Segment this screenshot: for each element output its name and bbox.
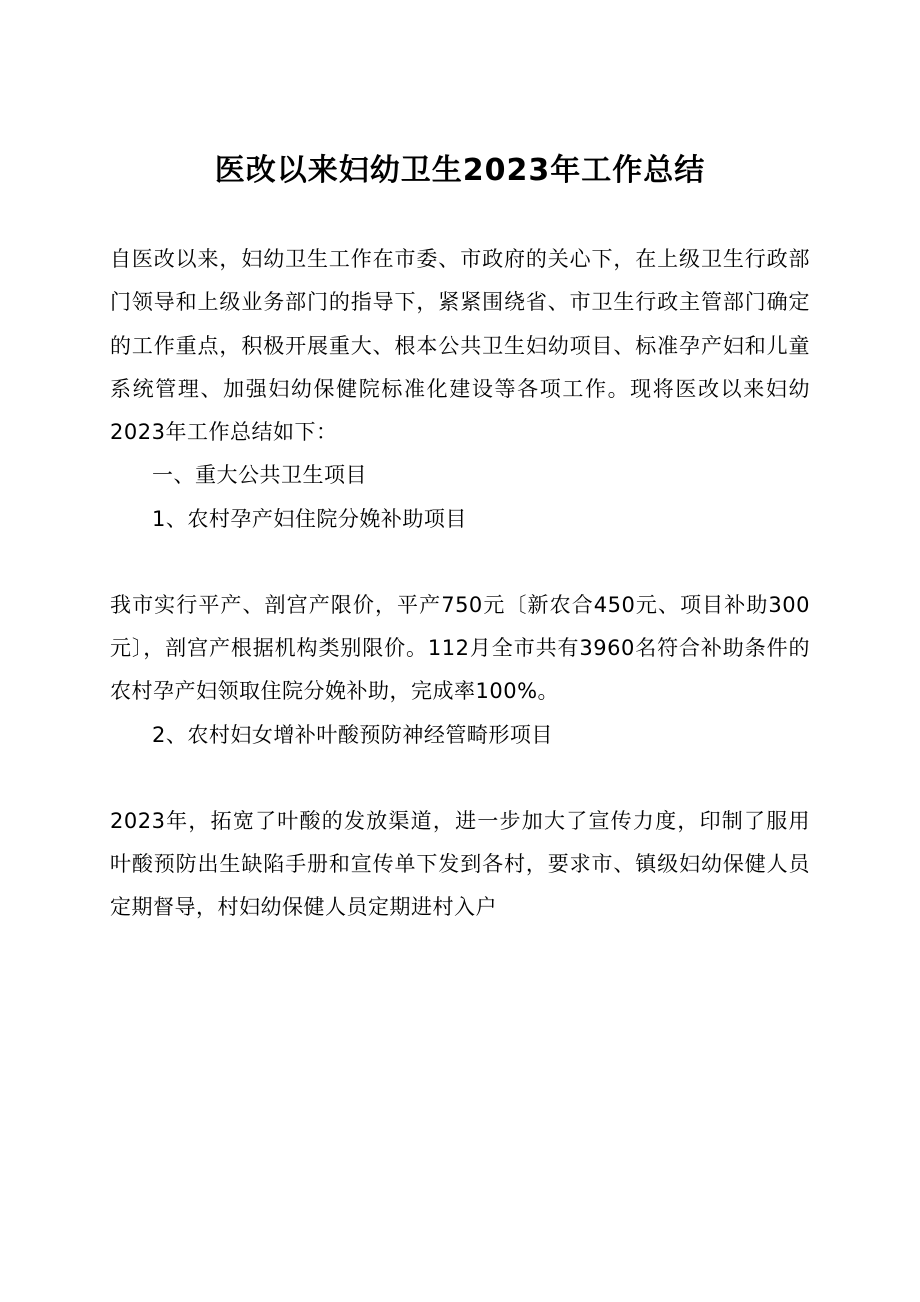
- paragraph-body-1-2: 2023年，拓宽了叶酸的发放渠道，进一步加大了宣传力度，印制了服用叶酸预防出生缺陷手册和宣传单下发到各村，要求市、镇级妇幼保健人员定期督导，村妇幼保健人员定期进村入户: [110, 808, 810, 920]
- paragraph-spacer-2: [110, 757, 810, 800]
- subsection-heading-1-1: 1、农村孕产妇住院分娩补助项目: [152, 506, 467, 531]
- section-heading-1: 一、重大公共卫生项目: [152, 463, 367, 488]
- subsection-heading-1-2: 2、农村妇女增补叶酸预防神经管畸形项目: [152, 722, 553, 747]
- page-title: 医改以来妇幼卫生2023年工作总结: [214, 153, 706, 188]
- paragraph-intro: 自医改以来，妇幼卫生工作在市委、市政府的关心下，在上级卫生行政部门领导和上级业务部门的指导下，紧紧围绕省、市卫生行政主管部门确定的工作重点，积极开展重大、根本公共卫生妇幼项目、标准孕产妇和儿童系统管理、加强妇幼保健院标准化建设等各项工作。现将医改以来妇幼2023年工作总结如下：: [110, 247, 810, 444]
- paragraph-body-1-1: 我市实行平产、剖宫产限价，平产750元〔新农合450元、项目补助300元〕，剖宫产根据机构类别限价。112月全市共有3960名符合补助条件的农村孕产妇领取住院分娩补助，完成率100%。: [110, 592, 810, 704]
- paragraph-spacer-1: [110, 541, 810, 584]
